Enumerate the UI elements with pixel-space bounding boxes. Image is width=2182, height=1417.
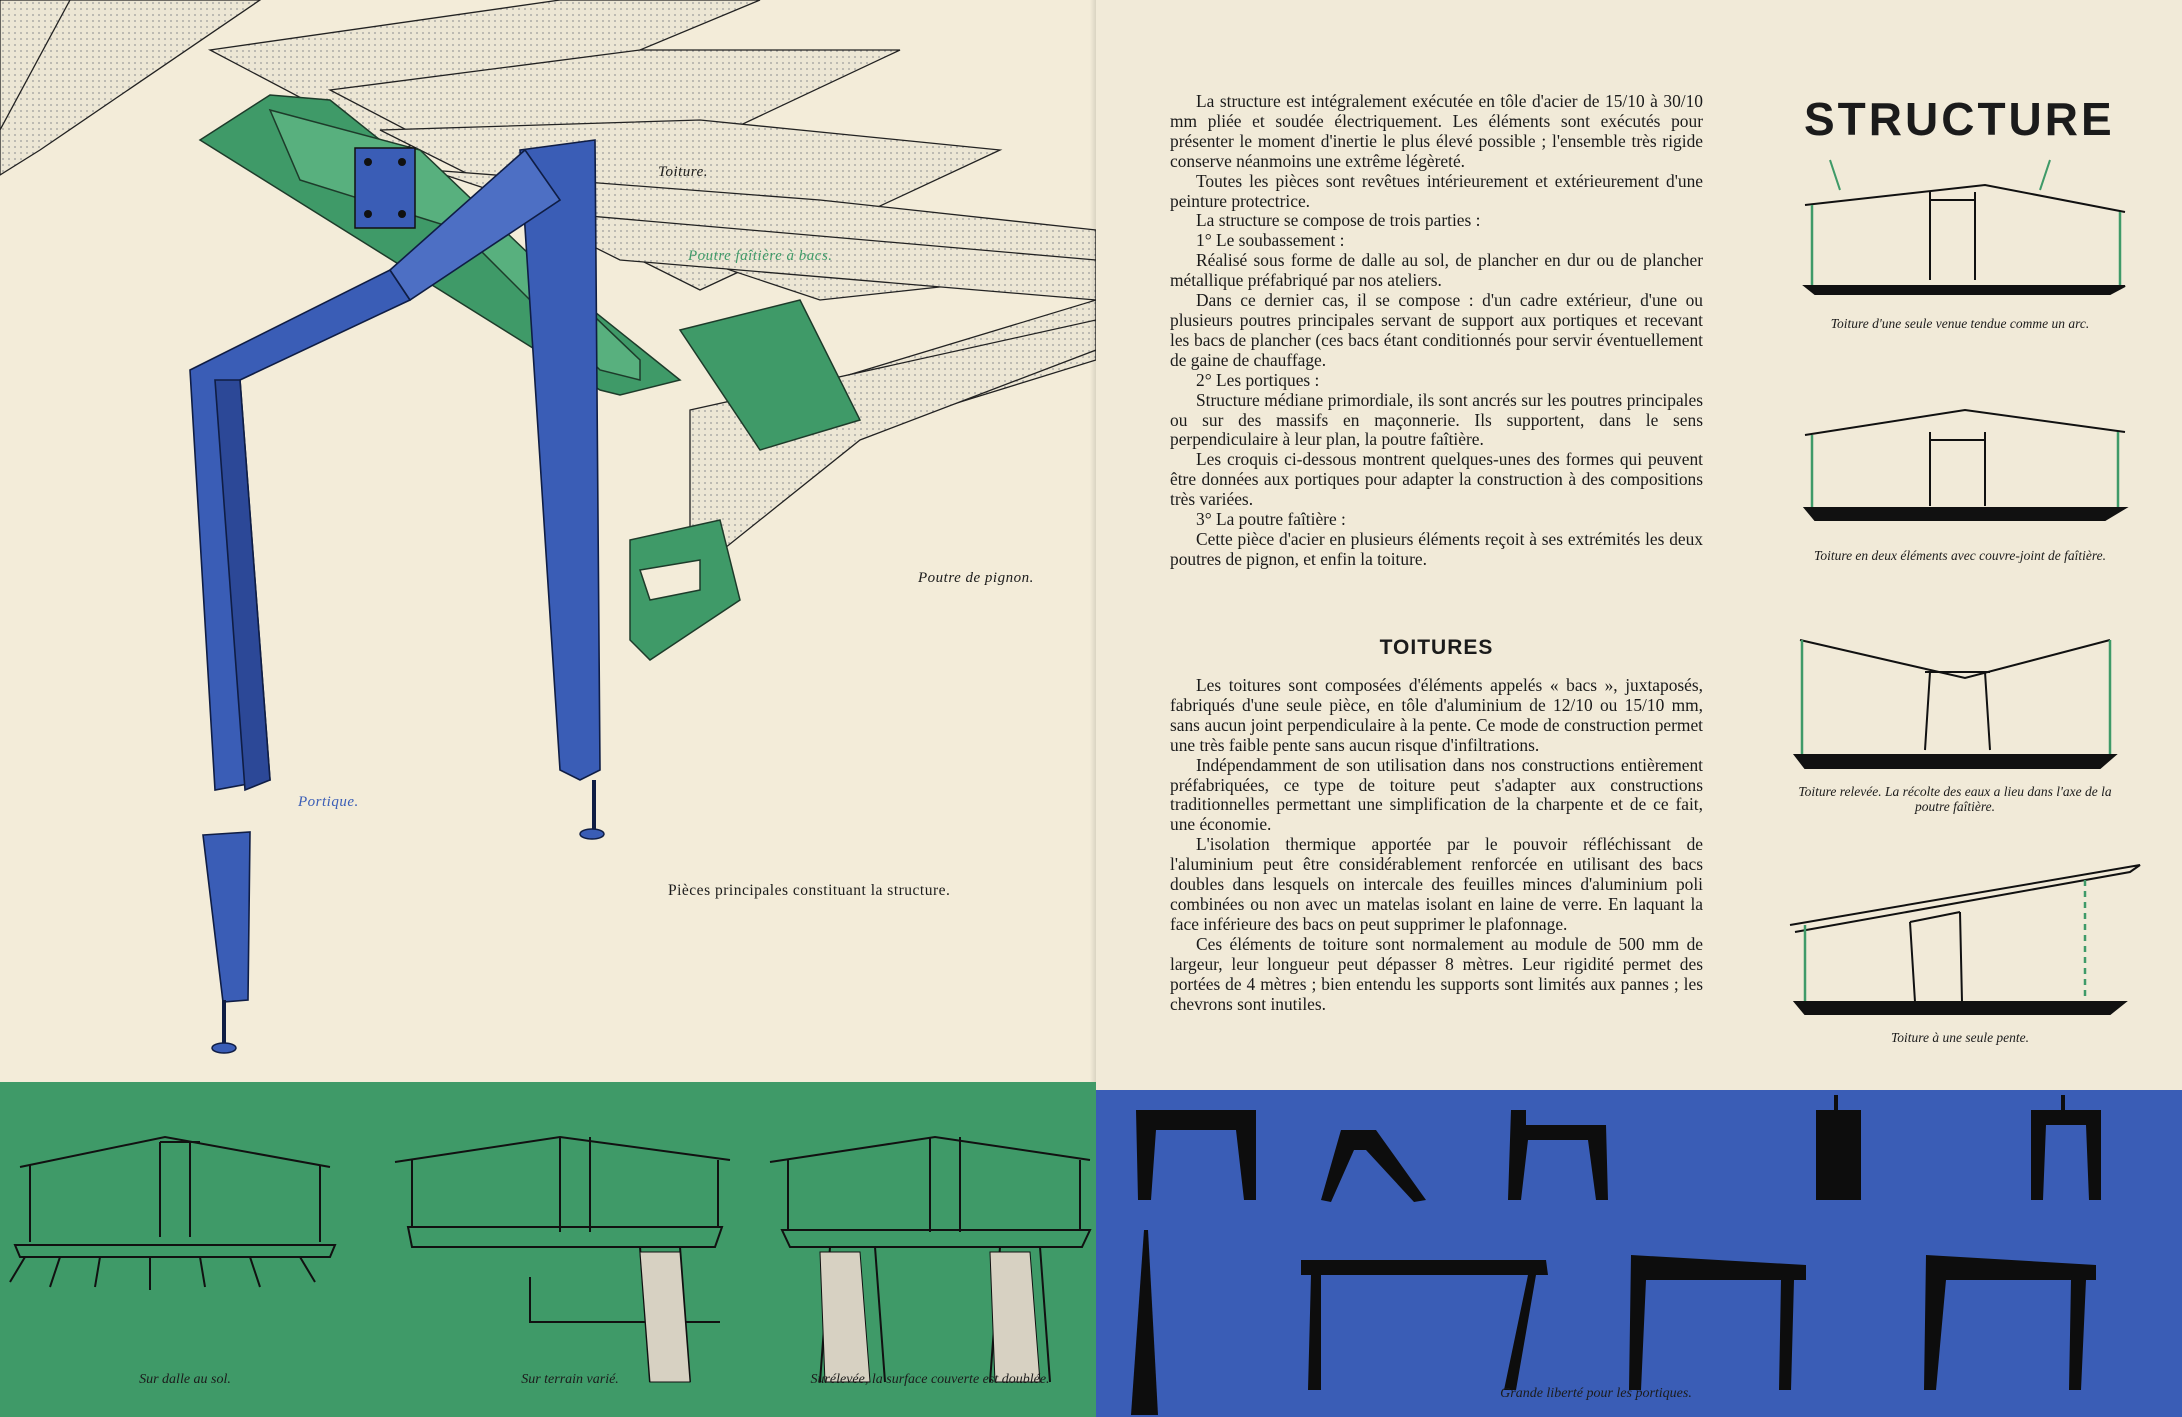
body-paragraph: Les croquis ci-dessous montrent quelques-unes des formes qui peuvent être données aux portiques pour adapter la construction à des compositions très variées.	[1170, 449, 1703, 510]
body-paragraph: Réalisé sous forme de dalle au sol, de plancher en dur ou de plancher métallique préfabriqué par nos ateliers.	[1170, 250, 1703, 291]
label-toiture: Toiture.	[658, 164, 708, 180]
body-paragraph: Cette pièce d'acier en plusieurs éléments reçoit à ses extrémités les deux poutres de pignon, et enfin la toiture.	[1170, 528, 1703, 569]
body-paragraph: 3° La poutre faîtière :	[1196, 509, 1346, 530]
toitures-paragraph: Les toitures sont composées d'éléments appelés « bacs », juxtaposés, fabriqués d'une seule pièce, en tôle d'aluminium de 12/10 ou 15/10 mm, sans aucun joint perpendiculaire à la pente. Ce mode de construction permet une très faible pente sans aucun risque d'infiltrations.	[1170, 675, 1703, 755]
body-paragraph: 2° Les portiques :	[1196, 369, 1320, 390]
connection-plate	[355, 148, 415, 228]
body-paragraph: La structure est intégralement exécutée en tôle d'acier de 15/10 à 30/10 mm pliée et soudée électriquement. Les éléments sont exécutés pour présenter le moment d'inertie le plus élevé possible ; l'ensemble très rigide conserve néanmoins une extrême légèreté.	[1170, 91, 1703, 171]
caption-sketch-2: Toiture en deux éléments avec couvre-joint de faîtière.	[1814, 548, 2106, 563]
foundation-sketches	[0, 1082, 1096, 1417]
label-pieces: Pièces principales constituant la structure.	[668, 882, 951, 899]
toitures-body	[1170, 676, 1703, 1014]
body-paragraph: 1° Le soubassement :	[1196, 230, 1345, 251]
toitures-paragraph: Ces éléments de toiture sont normalement au module de 500 mm de largeur, leur longueur peut dépasser 8 mètres. Leur rigidité permet des portées de 4 mètres ; bien entendu les supports sont limités aux pannes ; les chevrons sont inutiles.	[1170, 933, 1703, 1014]
section-title-toitures: TOITURES	[1379, 636, 1494, 659]
toitures-paragraph: L'isolation thermique apportée par le pouvoir réfléchissant de l'aluminium peut être considérablement renforcée en utilisant des bacs doubles dans lesquels on intercale des feuilles minces d'aluminium poli combinées ou non avec un matelas isolant en laine de verre. En laquant la face inférieure des bacs on peut supprimer le plafonnage.	[1170, 834, 1703, 934]
portique-band	[1096, 1090, 2182, 1417]
label-poutre-faitiere: Poutre faîtière à bacs.	[688, 248, 833, 264]
portique-shapes	[1096, 1090, 2182, 1417]
foundation-band	[0, 1082, 1096, 1417]
caption-sketch-4: Toiture à une seule pente.	[1890, 1030, 2030, 1045]
caption-portiques: Grande liberté pour les portiques.	[1500, 1386, 1692, 1401]
structure-body	[1170, 92, 1703, 570]
caption-sketch-3: Toiture relevée. La récolte des eaux a lieu dans l'axe de la poutre faîtière.	[1798, 784, 2112, 814]
label-portique: Portique.	[298, 794, 359, 810]
caption-terrain: Sur terrain varié.	[521, 1372, 619, 1387]
caption-dalle: Sur dalle au sol.	[139, 1372, 231, 1387]
body-paragraph: Structure médiane primordiale, ils sont ancrés sur les poutres principales ou sur des massifs en maçonnerie. Ils supportent, dans le sens perpendiculaire à leur plan, la poutre faîtière.	[1170, 389, 1703, 450]
toitures-paragraph: Indépendamment de son utilisation dans nos constructions entièrement préfabriquées, ce type de toiture peut s'adapter aux constructions traditionnelles permettant une simplification de la charpente et de ce fait, une économie.	[1170, 754, 1703, 835]
caption-surelevee: Surélevée, la surface couverte est doublée.	[810, 1372, 1050, 1387]
body-paragraph: Dans ce dernier cas, il se compose : d'un cadre extérieur, d'une ou plusieurs poutres principales servant de support aux portiques et recevant les bacs de plancher (ces bacs étant conditionnés pour servir éventuellement de gaine de chauffage.	[1170, 290, 1703, 370]
detached-post	[203, 832, 250, 1002]
body-paragraph: Toutes les pièces sont revêtues intérieurement et extérieurement d'une peinture protectrice.	[1170, 170, 1703, 211]
page-title: STRUCTURE	[1804, 93, 2115, 145]
caption-sketch-1: Toiture d'une seule venue tendue comme un arc.	[1830, 316, 2090, 331]
label-poutre-pignon: Poutre de pignon.	[918, 570, 1034, 586]
structure-exploded-drawing	[0, 0, 1096, 1090]
body-paragraph: La structure se compose de trois parties :	[1196, 210, 1481, 231]
